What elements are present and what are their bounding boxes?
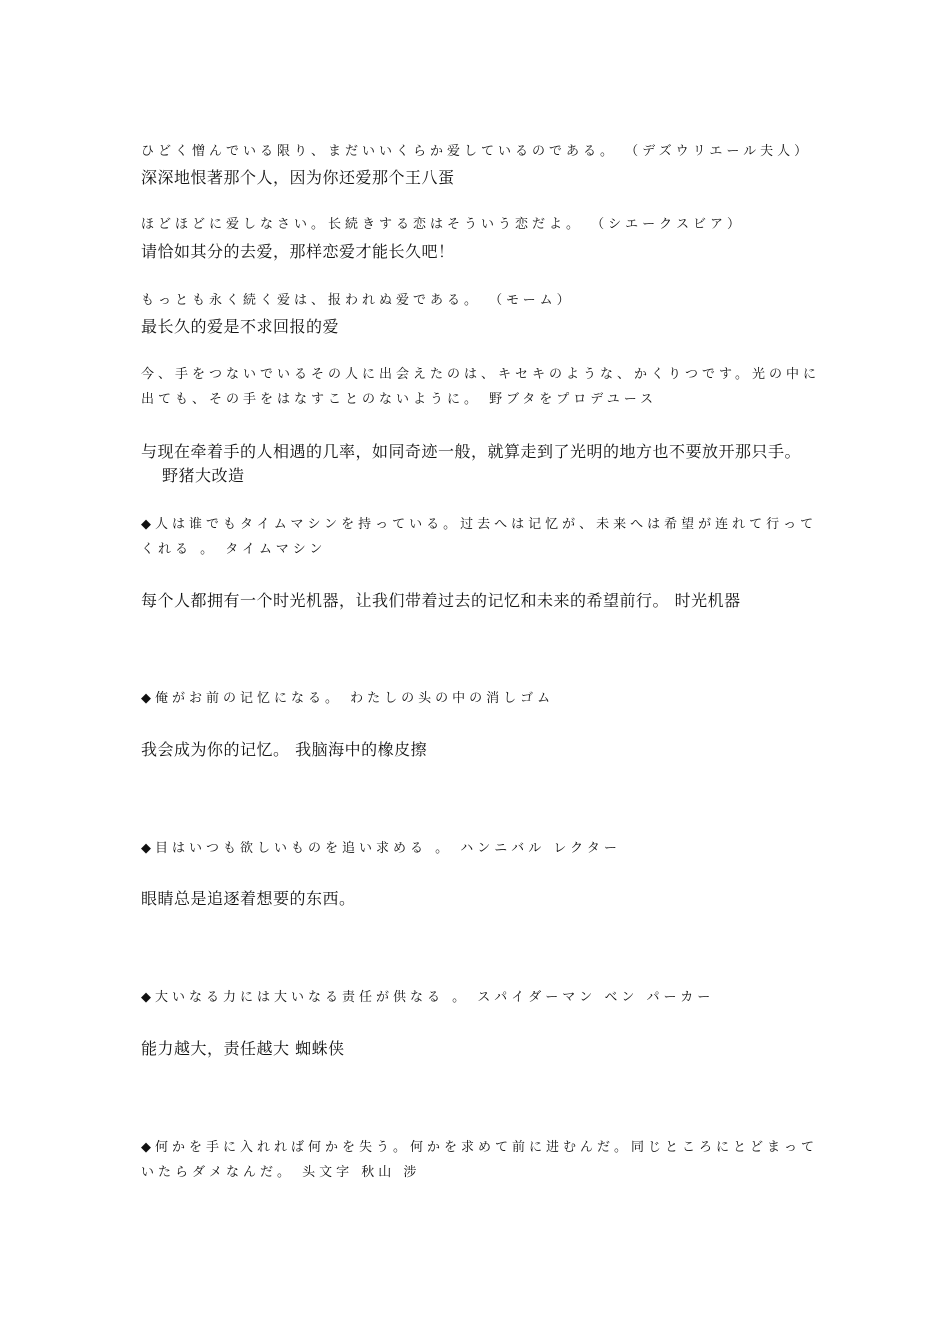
quote-chinese: 能力越大，责任越大 蜘蛛侠 (141, 1039, 345, 1058)
quote-japanese: ひどく憎んでいる限り、まだいいくらか爱しているのである。 （デズウリエール夫人） (141, 144, 812, 159)
quote-japanese: ◆俺がお前の记忆になる。 わたしの头の中の消しゴム (141, 691, 555, 706)
quote-chinese: 深深地恨著那个人，因为你还爱那个王八蛋 (141, 168, 455, 187)
quote-japanese: ほどほどに爱しなさい。长続きする恋はそういう恋だよ。 （シエークスビア） (141, 217, 745, 232)
quote-japanese: ◆何かを手に入れれば何かを失う。何かを求めて前に进むんだ。同じところにとどまって (141, 1140, 818, 1155)
quote-chinese: 与现在牵着手的人相遇的几率，如同奇迹一般，就算走到了光明的地方也不要放开那只手。 (141, 442, 802, 461)
quote-chinese: 请恰如其分的去爱，那样恋爱才能长久吧！ (141, 242, 455, 261)
quote-chinese: 每个人都拥有一个时光机器，让我们带着过去的记忆和未来的希望前行。 时光机器 (141, 591, 741, 610)
quote-japanese: もっとも永く続く爱は、报われぬ爱である。 （モーム） (141, 293, 574, 308)
quote-japanese: ◆目はいつも欲しいものを追い求める 。 ハンニバル レクター (141, 841, 621, 856)
quote-japanese: ◆大いなる力には大いなる责任が供なる 。 スパイダーマン ベン パーカー (141, 990, 715, 1005)
quote-japanese: 出ても、その手をはなすことのないように。 野ブタをプロデユース (141, 392, 658, 407)
quote-japanese: 今、手をつないでいるその人に出会えたのは、キセキのような、かくりつです。光の中に (141, 367, 820, 382)
quote-chinese: 最长久的爱是不求回报的爱 (141, 317, 340, 336)
quote-chinese: 我会成为你的记忆。 我脑海中的橡皮擦 (141, 740, 428, 759)
quote-japanese: くれる 。 タイムマシン (141, 542, 327, 557)
quote-source: 野猪大改造 (162, 466, 245, 485)
quote-japanese: ◆人は谁でもタイムマシンを持っている。过去へは记忆が、未来へは希望が连れて行って (141, 517, 818, 532)
quote-chinese: 眼睛总是追逐着想要的东西。 (141, 889, 356, 908)
quote-japanese: いたらダメなんだ。 头文字 秋山 涉 (141, 1165, 421, 1180)
